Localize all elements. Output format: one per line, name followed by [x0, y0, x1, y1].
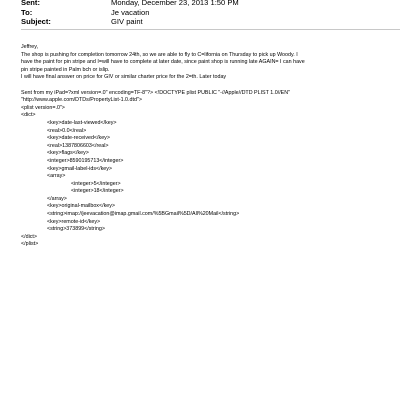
email-body	[21, 44, 393, 249]
plist-line: <key>flags</key>	[47, 150, 89, 157]
plist-line: <plist version=.0">	[21, 104, 65, 111]
to-label: To:	[21, 8, 33, 17]
plist-line: <real>1387806603</real>	[47, 142, 109, 149]
subject-value: GIV paint	[111, 17, 143, 26]
body-line: The shop is pushing for completion tomorrow 24th, so we are able to fly to C=lifornia on Thursday to pick up Woody. I	[21, 51, 298, 58]
plist-line: <key>remote-id</key>	[47, 218, 101, 225]
plist-line: <real>0.0</real>	[47, 127, 87, 134]
plist-line: </array>	[47, 195, 67, 202]
plist-line: </plist>	[21, 241, 39, 248]
plist-line: <key>original-mailbox</key>	[47, 203, 116, 210]
body-line-greeting: Jeffrey,	[21, 44, 39, 50]
body-line: have the paint for pin stripe and I=will have to complete at later date, since paint shop is running late AGAIN= I can have	[21, 59, 305, 66]
body-line: "http://www.apple.com/DTDs/PropertyList-1.0.dtd">	[21, 97, 142, 104]
plist-line: <string>imap://jeevacation@imap.gmail.com/%5BGmail%5D/All%20Mail</string>	[47, 211, 240, 218]
plist-line: <key>gmail-label-ids</key>	[47, 165, 113, 172]
body-line: I will have final answer on price for GIV or similar charter price for the 2=th. Later today	[21, 74, 227, 81]
subject-label: Subject:	[21, 17, 51, 26]
blank-line	[21, 82, 393, 90]
plist-line: <key>date-received</key>	[47, 135, 110, 142]
plist-line: </dict>	[21, 233, 38, 240]
plist-line: <integer>8590195713</integer>	[47, 157, 124, 164]
subject-row	[0, 17, 400, 29]
plist-line: <key>date-last-viewed</key>	[47, 119, 117, 126]
plist-line: <string>373899</string>	[47, 226, 105, 233]
header-divider	[21, 29, 400, 30]
plist-line: <array>	[47, 173, 66, 180]
plist-line: <dict>	[21, 112, 36, 119]
body-line-signature: Sent from my iPad=?xml version=.0" encoding=TF-8"?> <!DOCTYPE plist PUBLIC "-//Apple//DTD PLIST 1.0//EN"	[21, 89, 290, 96]
plist-line: <integer>18</integer>	[71, 188, 124, 195]
plist-line: <integer>5</integer>	[71, 180, 121, 187]
sent-value: Monday, December 23, 2013 1:50 PM	[111, 0, 239, 7]
body-line: pin stripe painted in Palm bch or islip.	[21, 66, 110, 73]
to-value: Je vacation	[111, 8, 150, 17]
sent-label: Sent:	[21, 0, 40, 7]
